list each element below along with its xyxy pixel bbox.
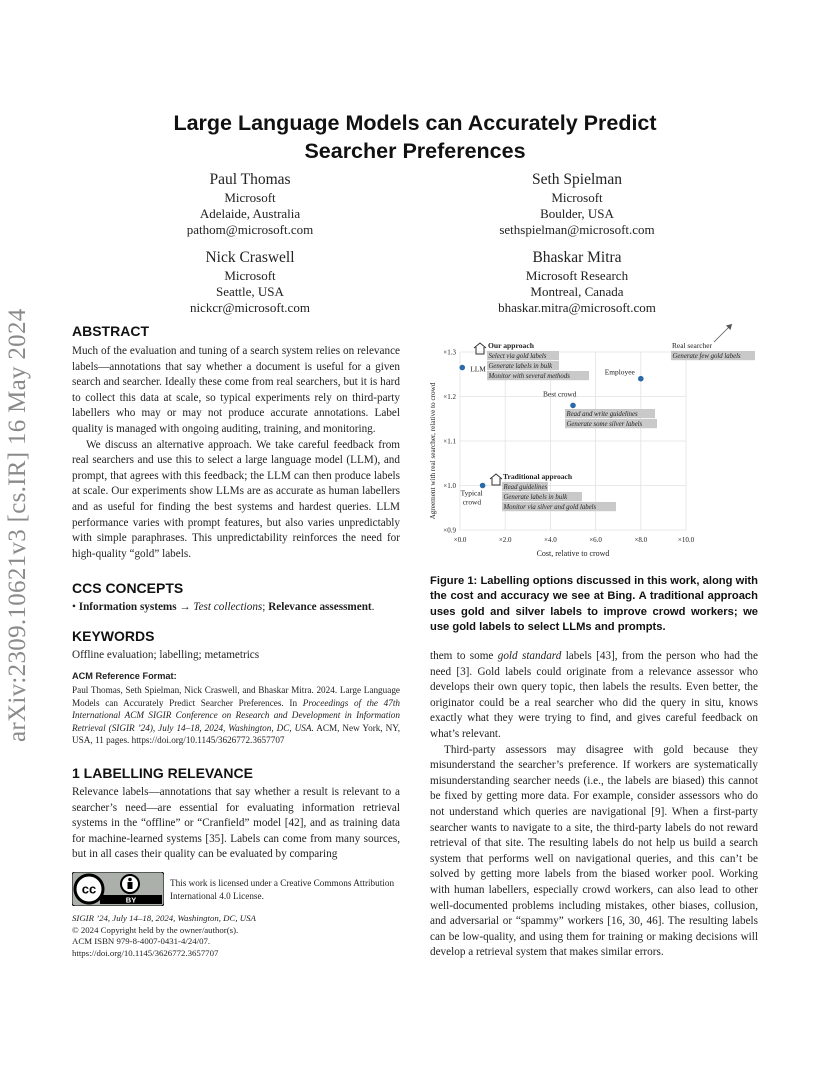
point-label-employee: Employee (604, 367, 635, 377)
author-email[interactable]: sethspielman@microsoft.com (499, 222, 655, 237)
footer-isbn: ACM ISBN 979-8-4007-0431-4/24/07. (72, 936, 211, 947)
author-block-2 (462, 170, 692, 238)
keywords-text: Offline evaluation; labelling; metametrics (72, 649, 260, 661)
ccs-end: . (371, 601, 375, 613)
title-line-2: Searcher Preferences (304, 139, 526, 163)
reference-tail: ACM, New York, NY, USA, 11 pages. https://doi.org/10.1145/3626772.3657707 (72, 722, 400, 746)
ccs-arrow: → (176, 601, 194, 613)
cc-by-badge[interactable] (72, 872, 164, 906)
our-approach-note: Generate labels in bulk (488, 363, 553, 370)
author-location: Adelaide, Australia (199, 206, 301, 221)
abstract-heading: ABSTRACT (72, 323, 149, 339)
author-location: Seattle, USA (216, 284, 284, 299)
section-1-heading: 1 LABELLING RELEVANCE (72, 765, 253, 781)
x-tick-label: ×0.0 (453, 536, 467, 544)
right-column-body (430, 649, 758, 961)
ccs-separator: ; (262, 601, 269, 613)
x-tick-label: ×6.0 (589, 536, 602, 544)
data-point (459, 365, 465, 371)
author-affiliation: Microsoft Research (525, 268, 629, 283)
y-axis-label: Agreement with real searcher, relative to crowd (429, 382, 437, 520)
arxiv-identifier: arXiv:2309.10621v3 [cs.IR] 16 May 2024 (4, 308, 31, 742)
ccs-heading: CCS CONCEPTS (72, 580, 184, 596)
traditional-note: Read guidelines (503, 484, 548, 491)
reference-authors: Paul Thomas, Seth Spielman, Nick Craswell, and Bhaskar Mitra. 2024. Large Language Models can Accurately Predict Searcher Preferences. In (72, 685, 400, 708)
author-affiliation: Microsoft (224, 268, 276, 283)
point-label-typical: Typical (460, 488, 483, 498)
author-name: Seth Spielman (532, 171, 622, 188)
data-point (480, 483, 486, 489)
footer-conference: SIGIR ’24, July 14–18, 2024, Washington, DC, USA (72, 913, 256, 923)
our-approach-note: Monitor with several methods (488, 373, 570, 380)
author-email[interactable]: pathom@microsoft.com (186, 222, 314, 237)
author-name: Bhaskar Mitra (532, 249, 622, 266)
abstract-paragraph: Much of the evaluation and tuning of a search system relies on relevance labels—annotations that say whether a document is useful for a given search and searcher. Ideally these come from real searchers, but it is hard to collect this data at scale, so typical experiments rely on third-party labellers who may or may not produce accurate annotations. Label quality is managed with ongoing auditing, training, and monitoring. (72, 345, 400, 435)
y-tick-label: ×1.1 (443, 437, 456, 446)
point-label-llm: LLM (470, 364, 486, 374)
traditional-note: Generate labels in bulk (503, 494, 568, 501)
author-email[interactable]: bhaskar.mitra@microsoft.com (498, 300, 656, 315)
point-label-best-crowd: Best crowd (543, 389, 577, 399)
y-tick-label: ×1.3 (443, 348, 456, 357)
cc-by-logo-icon (72, 872, 164, 906)
abstract-body (72, 344, 400, 562)
data-point (638, 376, 644, 382)
house-icon (490, 474, 502, 485)
x-axis-label: Cost, relative to crowd (536, 549, 610, 558)
ccs-bullet: • (72, 601, 76, 613)
section-1-paragraph: Relevance labels—annotations that say whether a result is relevant to a searcher’s need—are essential for evaluating information retrieval systems in the “offline” or “Cranfield” model [42], and as training data for machine-learned systems [35]. Labels can come from many sources, but in all cases their quality can be evaluated by comparing (72, 786, 400, 861)
right-paragraph-2: Third-party assessors may disagree with gold because they misunderstand the searcher’s preference. If workers are systematically misunderstanding searcher needs (i.e., the labels are biased) this cannot be fixed by getting more data. For example, consider assessors who do not understand which queries are navigational [9]. When a first-party searcher wants to navigate to a site, the third-party labels do not reward retrieval of that site. The resulting labels do not help us build a search system that performs well on navigational queries, and this can’t be solved by getting more labels from the biased worker pool. Working with human labellers, especially crowd workers, can also lead to other well-documented problems including mistakes, other biases, collusion, and adversarial or “spammy” workers [16, 30, 46]. The resulting labels can be low-quality, and using them for training or making decisions will develop a retrieval system that makes similar errors. (430, 743, 758, 959)
title-line-1: Large Language Models can Accurately Predict (173, 111, 657, 135)
author-email[interactable]: nickcr@microsoft.com (190, 300, 310, 315)
by-label: BY (125, 895, 137, 905)
best-crowd-note: Read and write guidelines (566, 411, 638, 418)
footer-copyright: © 2024 Copyright held by the owner/author(s). (72, 924, 239, 935)
reference-venue: Proceedings of the 47th International ACM SIGIR Conference on Research and Development in Information Retrieval (SIGIR ’24), July 14–18, 2024, Washington, DC, USA. (72, 697, 400, 733)
license-text: This work is licensed under a Creative Commons Attribution International 4.0 License. (170, 878, 395, 901)
figure-1 (424, 318, 764, 564)
abstract-paragraph: We discuss an alternative approach. We take careful feedback from real searchers and use this to select a large language model (LLM), and prompt, that agrees with this feedback; the LLM can then produce labels at scale. Our experiments show LLMs are as accurate as human labellers and as useful for finding the best systems and hardest queries. LLM performance varies with prompt features, but also varies unpredictably with simple paraphrases. This unpredictability reinforces the need for high-quality “gold” labels. (72, 438, 400, 560)
ccs-concept-3: Relevance assessment (268, 601, 372, 613)
ccs-concepts (72, 600, 412, 616)
ccs-concept-1: Information systems (78, 601, 177, 613)
ccs-concept-2: Test collections (193, 601, 263, 613)
section-1-body (72, 785, 400, 863)
y-tick-label: ×0.9 (443, 526, 456, 535)
text-span: them to some (430, 650, 498, 662)
footer (72, 913, 402, 959)
author-name: Nick Craswell (205, 249, 295, 266)
figure-1-chart (424, 318, 764, 564)
our-approach-note: Select via gold labels (488, 353, 547, 360)
text-span: labels [43], from the person who had the need [3]. Gold labels could originate from a relevance assessor who develops their own query topic, then labels the results. Even better, the originator could be a real searcher who did the query in situ, knows exactly what they were trying to find, and gives careful feedback on what’s relevant. (430, 650, 758, 740)
author-block-1 (150, 170, 350, 238)
x-tick-label: ×8.0 (634, 536, 648, 544)
keywords-heading: KEYWORDS (72, 628, 155, 644)
author-location: Montreal, Canada (530, 284, 624, 299)
x-tick-label: ×4.0 (544, 536, 557, 544)
figure-1-caption: Figure 1: Labelling options discussed in this work, along with the cost and accuracy we see at Bing. A traditional approach uses gold and silver labels to improve crowd workers; we use gold labels to select LLMs and prompts. (430, 575, 758, 634)
author-name: Paul Thomas (209, 171, 291, 188)
real-searcher-note: Generate few gold labels (672, 353, 741, 360)
x-tick-label: ×2.0 (498, 536, 512, 544)
data-point (570, 403, 576, 409)
emphasis: gold standard (497, 650, 562, 662)
point-label-real-searcher: Real searcher (672, 341, 713, 350)
paper-title (100, 109, 730, 165)
right-paragraph-1 (430, 649, 758, 743)
annotation-title-our-approach: Our approach (488, 341, 534, 350)
x-tick-label: ×10.0 (677, 536, 695, 544)
reference-heading: ACM Reference Format: (72, 671, 177, 681)
author-location: Boulder, USA (540, 206, 614, 221)
y-tick-label: ×1.2 (443, 393, 456, 401)
author-block-3 (150, 248, 350, 316)
author-affiliation: Microsoft (551, 190, 603, 205)
best-crowd-note: Generate some silver labels (566, 421, 643, 428)
footer-doi[interactable]: https://doi.org/10.1145/3626772.3657707 (72, 947, 219, 958)
reference-body (72, 684, 400, 747)
author-affiliation: Microsoft (224, 190, 276, 205)
cc-label: cc (81, 881, 97, 897)
point-label-crowd: crowd (462, 497, 482, 507)
traditional-note: Monitor via silver and gold labels (503, 504, 597, 511)
author-block-4 (462, 248, 692, 316)
annotation-title-traditional: Traditional approach (503, 472, 573, 481)
y-tick-label: ×1.0 (443, 482, 456, 490)
